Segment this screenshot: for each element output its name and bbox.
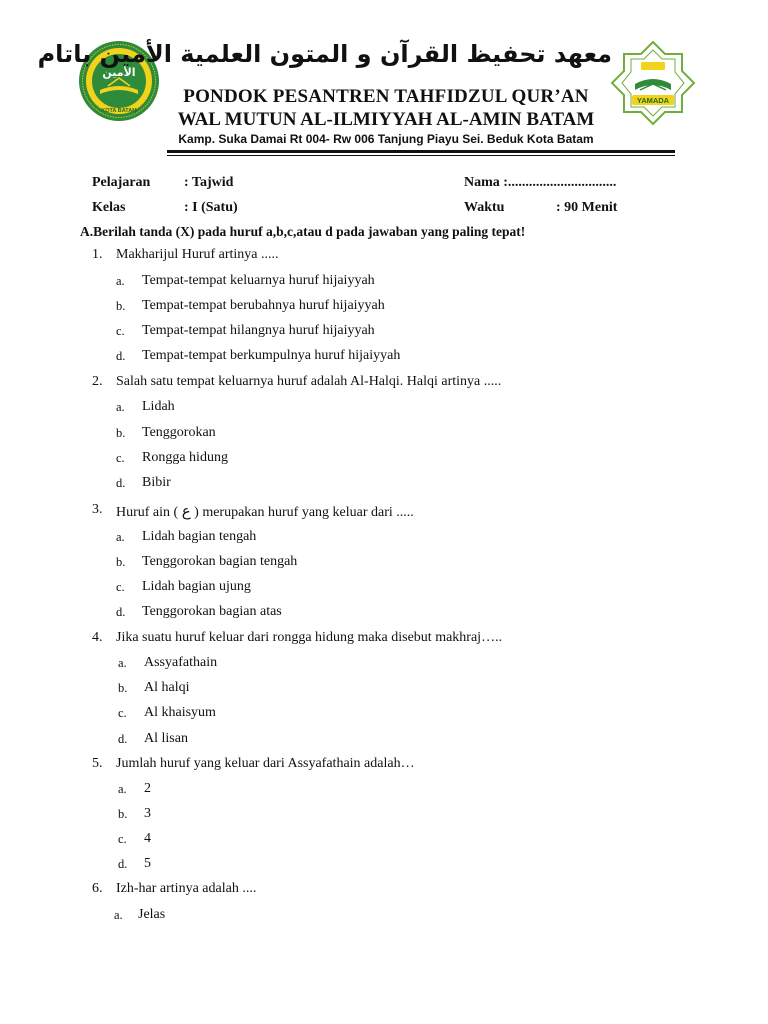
option-text: Tempat-tempat keluarnya huruf hijaiyyah: [142, 273, 375, 288]
option-text: Lidah bagian tengah: [142, 529, 257, 544]
option-letter: d.: [116, 605, 126, 619]
class-label: Kelas: [92, 200, 126, 215]
option-letter: c.: [116, 324, 125, 338]
institution-address: Kamp. Suka Damai Rt 004- Rw 006 Tanjung Piayu Sei. Beduk Kota Batam: [178, 132, 594, 146]
option-text: Tempat-tempat berubahnya huruf hijaiyyah: [142, 298, 385, 313]
question-number: 1.: [92, 247, 103, 262]
option-letter: a.: [118, 782, 127, 796]
option-text: Assyafathain: [144, 655, 218, 670]
option-text: Tenggorokan bagian tengah: [142, 554, 298, 569]
option-letter: b.: [118, 807, 128, 821]
option-text: 5: [144, 856, 151, 871]
question-text: Jika suatu huruf keluar dari rongga hidung maka disebut makhraj…..: [116, 630, 503, 645]
option-letter: d.: [116, 349, 126, 363]
option-text: Tenggorokan: [142, 425, 216, 440]
class-value: : I (Satu): [184, 200, 238, 215]
option-text: Tempat-tempat berkumpulnya huruf hijaiyyah: [142, 348, 401, 363]
question-text: Jumlah huruf yang keluar dari Assyafathain adalah…: [116, 756, 415, 771]
institution-title-line-1: PONDOK PESANTREN TAHFIDZUL QUR’AN: [183, 86, 589, 107]
logo-arabic-text: الأمين: [102, 66, 136, 79]
option-letter: d.: [118, 732, 128, 746]
option-letter: b.: [116, 426, 126, 440]
header-divider-thin: [167, 155, 675, 156]
option-letter: c.: [118, 706, 127, 720]
option-letter: c.: [116, 451, 125, 465]
question-number: 2.: [92, 374, 103, 389]
option-letter: b.: [116, 299, 126, 313]
question-text-before: Huruf ain (: [116, 505, 179, 520]
time-value: : 90 Menit: [556, 200, 618, 215]
option-letter: d.: [118, 857, 128, 871]
option-text: Al khaisyum: [144, 705, 216, 720]
option-text: Tenggorokan bagian atas: [142, 604, 282, 619]
question-text-after: ) merupakan huruf yang keluar dari .....: [194, 505, 414, 520]
option-letter: b.: [116, 555, 126, 569]
header-divider-thick: [167, 150, 675, 153]
option-letter: a.: [116, 530, 125, 544]
logo-yamada-text: YAMADA: [636, 96, 670, 105]
option-text: Lidah: [142, 399, 175, 414]
question-text: Salah satu tempat keluarnya huruf adalah Al-Halqi. Halqi artinya .....: [116, 374, 502, 389]
option-text: Al lisan: [144, 731, 188, 746]
question-number: 6.: [92, 881, 103, 896]
option-text: Jelas: [138, 907, 166, 922]
option-letter: a.: [116, 274, 125, 288]
option-text: Bibir: [142, 475, 171, 490]
option-text: Tempat-tempat hilangnya huruf hijaiyyah: [142, 323, 375, 338]
option-letter: a.: [116, 400, 125, 414]
option-letter: b.: [118, 681, 128, 695]
option-text: 2: [144, 781, 151, 796]
option-letter: a.: [118, 656, 127, 670]
option-text: 4: [144, 831, 151, 846]
question-number: 3.: [92, 502, 103, 517]
option-text: Al halqi: [144, 680, 190, 695]
option-letter: c.: [116, 580, 125, 594]
subject-value: : Tajwid: [184, 175, 234, 190]
subject-label: Pelajaran: [92, 175, 151, 190]
option-text: 3: [144, 806, 151, 821]
question-number: 4.: [92, 630, 103, 645]
question-text: [116, 502, 414, 521]
yamada-logo: [608, 40, 698, 130]
arabic-institution-title: معهد تحفيظ القرآن و المتون العلمية الأمين باتام: [37, 40, 612, 68]
question-text: Izh-har artinya adalah ....: [116, 881, 257, 896]
logo-city-text: KOTA BATAM: [101, 108, 137, 114]
arabic-letter-ain: ع: [181, 502, 191, 520]
time-label: Waktu: [464, 200, 505, 215]
option-text: Rongga hidung: [142, 450, 228, 465]
option-text: Lidah bagian ujung: [142, 579, 251, 594]
question-text: Makharijul Huruf artinya .....: [116, 247, 279, 262]
institution-title-line-2: WAL MUTUN AL-ILMIYYAH AL-AMIN BATAM: [177, 109, 595, 130]
name-field: Nama :...............................: [464, 175, 617, 190]
option-letter: a.: [114, 908, 123, 922]
option-letter: d.: [116, 476, 126, 490]
section-instruction: A.Berilah tanda (X) pada huruf a,b,c,atau d pada jawaban yang paling tepat!: [80, 224, 526, 239]
question-number: 5.: [92, 756, 103, 771]
option-letter: c.: [118, 832, 127, 846]
